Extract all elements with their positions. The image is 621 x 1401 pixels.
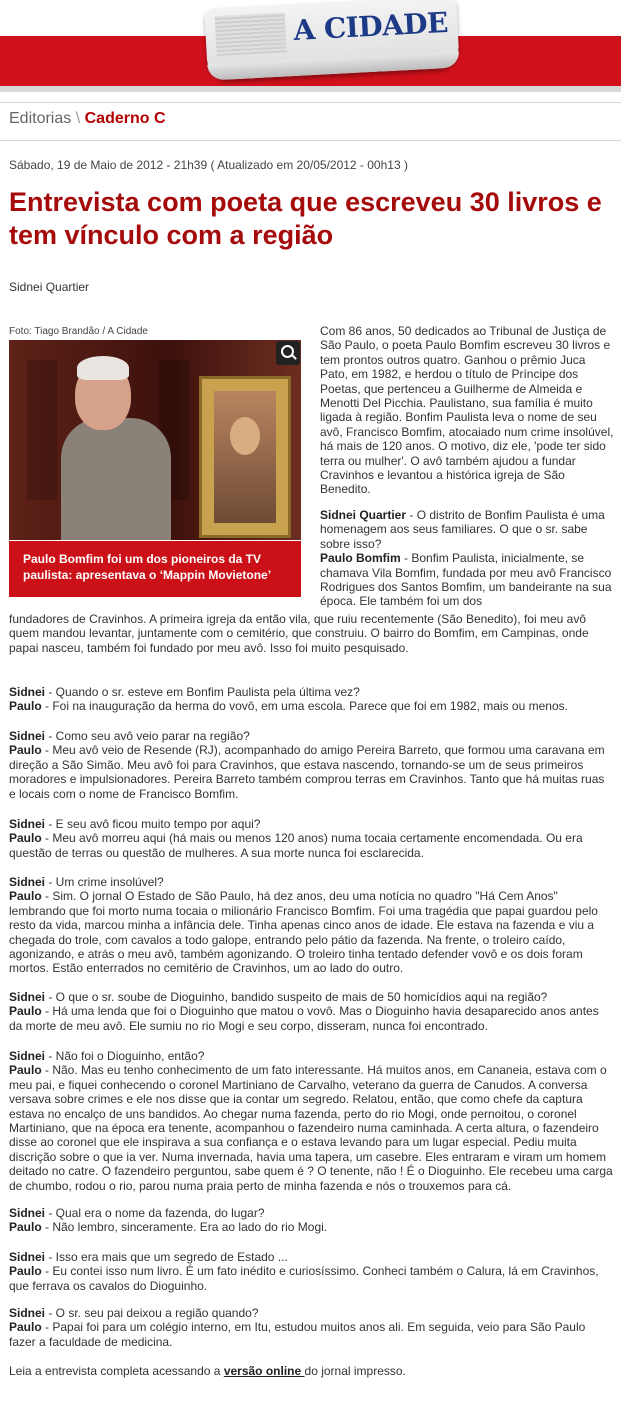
question-line bbox=[9, 817, 614, 831]
question-speaker: Sidnei bbox=[9, 1049, 46, 1063]
question-text: - Um crime insolúvel? bbox=[45, 875, 164, 889]
answer-text: - Eu contei isso num livro. É um fato inédito e curiosíssimo. Conheci também o Calura, lá em Cravinhos, que ferrava os cavalos do Dioguinho. bbox=[9, 1264, 599, 1293]
qa-block bbox=[9, 1049, 614, 1193]
question-line bbox=[9, 1250, 614, 1264]
answer-line bbox=[9, 831, 614, 860]
answer-line bbox=[9, 1004, 614, 1033]
answer-speaker: Paulo bbox=[9, 831, 42, 846]
article-intro: Com 86 anos, 50 dedicados ao Tribunal de Justiça de São Paulo, o poeta Paulo Bomfim escreveu 30 livros e tem prontos outros quatro. Ganhou o prêmio Juca Pato, em 1982, e herdou o título de Príncipe dos Poetas, que pertenceu a Guilherme de Almeida e Menotti Del Picchia. Paulistano, sua família é muito ligada à região. Bonfim Paulista leva o nome de seu avô, Francisco Bomfim, atocaiado num crime insolúvel, há mais de 120 anos. O motivo, diz ele, 'pode ter sido terra ou mulher'. O avô também ajudou a fundar Cravinhos e levantou a histórica igreja de São Benedito. bbox=[320, 324, 614, 497]
answer-text: - Bonfim Paulista, inicialmente, se chamava Vila Bomfim, fundada por meu avô Francisco Rodrigues dos Santos Bomfim, um bandeirante na sua época. Ele também foi um dos bbox=[320, 551, 612, 609]
question-line bbox=[9, 875, 614, 889]
photo-man-body bbox=[61, 418, 171, 540]
answer-line bbox=[9, 1063, 614, 1193]
answer-text: - Sim. O jornal O Estado de São Paulo, há dez anos, deu uma notícia no quadro "Há Cem Anos" lembrando que foi morto numa tocaia o milionário Francisco Bomfim. Foi uma tragédia que papai guardou pelo resto da vida, marcou minha a infância dele. Tinha apenas cinco anos de idade. Ele estava na fazenda e viu a chegada do trole, com cavalos a todo galope, entrando pelo pátio da fazenda. Na frente, o troleiro caído, agonizando, e atrás o meu avô, também agonizando. O troleiro tinha tentado defender vovô e os dois foram mortos. Estão enterrados no cemitério de Cravinhos, um ao lado do outro. bbox=[9, 889, 598, 976]
answer-speaker: Paulo bbox=[9, 1220, 42, 1235]
answer-paragraph bbox=[320, 551, 614, 609]
divider bbox=[0, 140, 621, 141]
photo-portrait-frame bbox=[199, 376, 291, 538]
answer-text: - Não lembro, sinceramente. Era ao lado do rio Mogi. bbox=[41, 1220, 328, 1235]
question-paragraph bbox=[320, 508, 614, 551]
question-speaker: Sidnei bbox=[9, 729, 46, 743]
question-text: - O que o sr. soube de Dioguinho, bandido suspeito de mais de 50 homicídios aqui na região? bbox=[45, 990, 548, 1004]
question-text: - O sr. seu pai deixou a região quando? bbox=[45, 1306, 259, 1320]
question-text: - Como seu avô veio parar na região? bbox=[45, 729, 250, 743]
answer-text: - Há uma lenda que foi o Dioguinho que matou o vovô. Mas o Dioguinho havia desaparecido anos antes da morte de meu avô. Ele sumiu no rio Mogi e seu corpo, disseram, nunca foi encontrado. bbox=[9, 1004, 599, 1033]
photo-wall-panel bbox=[27, 360, 57, 500]
question-speaker: Sidnei bbox=[9, 990, 46, 1004]
question-text: - Isso era mais que um segredo de Estado ... bbox=[45, 1250, 288, 1264]
answer-speaker: Paulo bbox=[9, 1264, 42, 1279]
answer-speaker: Paulo bbox=[9, 699, 42, 714]
question-line bbox=[9, 1206, 614, 1220]
article-dateline: Sábado, 19 de Maio de 2012 - 21h39 ( Atualizado em 20/05/2012 - 00h13 ) bbox=[9, 158, 408, 172]
answer-speaker: Paulo bbox=[9, 743, 42, 758]
masthead bbox=[0, 0, 621, 92]
question-line bbox=[9, 990, 614, 1004]
question-speaker: Sidnei bbox=[9, 1206, 46, 1220]
question-line bbox=[9, 1306, 614, 1320]
qa-block bbox=[9, 817, 614, 860]
breadcrumb-separator: \ bbox=[75, 110, 81, 127]
breadcrumb bbox=[9, 110, 166, 128]
qa-block bbox=[9, 1206, 614, 1235]
article-body-continuation bbox=[9, 612, 614, 655]
qa-block bbox=[9, 729, 614, 801]
question-speaker: Sidnei bbox=[9, 685, 46, 699]
answer-line bbox=[9, 699, 614, 713]
read-more-prefix: Leia a entrevista completa acessando a bbox=[9, 1364, 224, 1378]
question-text: - E seu avô ficou muito tempo por aqui? bbox=[45, 817, 261, 831]
zoom-icon[interactable] bbox=[276, 341, 300, 365]
question-line bbox=[9, 1049, 614, 1063]
read-more-note bbox=[9, 1364, 406, 1378]
answer-speaker: Paulo Bomfim bbox=[320, 551, 401, 566]
newspaper-logo[interactable] bbox=[204, 0, 459, 81]
photo-caption-box bbox=[9, 541, 301, 597]
answer-line bbox=[9, 1264, 614, 1293]
breadcrumb-section[interactable]: Editorias bbox=[9, 110, 72, 127]
question-line bbox=[9, 729, 614, 743]
newspaper-print-lines bbox=[215, 12, 287, 56]
question-speaker: Sidnei bbox=[9, 875, 46, 889]
question-speaker: Sidnei bbox=[9, 1306, 46, 1320]
answer-speaker: Paulo bbox=[9, 1063, 42, 1078]
photo-man-hair bbox=[77, 356, 129, 380]
question-text: - Não foi o Dioguinho, então? bbox=[45, 1049, 205, 1063]
qa-block bbox=[9, 685, 614, 714]
answer-speaker: Paulo bbox=[9, 889, 42, 904]
zoom-handle bbox=[291, 354, 297, 360]
answer-line bbox=[9, 889, 614, 975]
answer-line bbox=[9, 743, 614, 801]
article-headline: Entrevista com poeta que escreveu 30 livros e tem vínculo com a região bbox=[9, 187, 602, 250]
question-text: - O distrito de Bonfim Paulista é uma homenagem aos seus familiares. O que o sr. sabe sobre isso? bbox=[320, 507, 605, 551]
answer-text: - Meu avô morreu aqui (há mais ou menos 120 anos) numa tocaia certamente encomendada. Ou era questão de terras ou questão de mulheres. A sua morte nunca foi esclarecida. bbox=[9, 831, 583, 860]
question-line bbox=[9, 685, 614, 699]
question-text: - Qual era o nome da fazenda, do lugar? bbox=[45, 1206, 265, 1220]
article-photo[interactable] bbox=[9, 340, 301, 540]
online-version-link[interactable]: versão online bbox=[223, 1364, 305, 1378]
answer-speaker: Paulo bbox=[9, 1004, 42, 1019]
photo-portrait bbox=[214, 391, 276, 523]
answer-text: - Papai foi para um colégio interno, em Itu, estudou muitos anos ali. Em seguida, veio para São Paulo fazer a faculdade de medicina. bbox=[9, 1320, 586, 1349]
masthead-shadow bbox=[0, 86, 621, 92]
question-speaker: Sidnei bbox=[9, 1250, 46, 1264]
question-text: - Quando o sr. esteve em Bonfim Paulista pela última vez? bbox=[45, 685, 360, 699]
qa-block bbox=[9, 990, 614, 1033]
photo-credit: Foto: Tiago Brandão / A Cidade bbox=[9, 326, 148, 337]
answer-line bbox=[9, 1320, 614, 1349]
answer-continuation: fundadores de Cravinhos. A primeira igreja da então vila, que ruiu recentemente (São Benedito), foi meu avô quem mandou levantar, juntamente com o cemitério, que construiu. O bairro do Bomfim, em Campinas, onde papai nasceu, também foi fundado por meu avô. Isso foi muito pesquisado. bbox=[9, 612, 589, 655]
question-speaker: Sidnei bbox=[9, 817, 46, 831]
answer-speaker: Paulo bbox=[9, 1320, 42, 1335]
read-more-suffix: do jornal impresso. bbox=[304, 1364, 406, 1378]
photo-portrait-face bbox=[230, 417, 260, 455]
answer-text: - Não. Mas eu tenho conhecimento de um fato interessante. Há muitos anos, em Cananeia, estava com o meu pai, e fiquei conhecendo o coronel Martiniano de Carvalho, veterano da guerra de Canudos. A conversa versava sobre crimes e ele nos disse que ia contar um segredo. Relatou, então, que como chefe da captura estava no encalço de uns bandidos. Ao chegar numa fazenda, perto do rio Mogi, onde pernoitou, o coronel Martiniano, que na época era tenente, acompanhou o fazendeiro numa caminhada. A certa altura, o fazendeiro disse ao coronel que ele inspirava a sua confiança e o estava levando para um lugar especial. Pediu muita discrição sobre o que ia ver. Numa invernada, havia uma tapera, um casebre. Eles entraram e viram um homem deitado no catre. O fazendeiro perguntou, sabe quem é ? O tenente, não ! É o Dioguinho. Ele recebeu uma carga de chumbo, rodou o rio, parou numa praia perto de minha fazenda e nós o trouxemos para cá. bbox=[9, 1063, 613, 1193]
qa-block bbox=[9, 875, 614, 976]
answer-text: - Meu avô veio de Resende (RJ), acompanhado do amigo Pereira Barreto, que formou uma caravana em direção a São Simão. Meu avô foi para Cravinhos, que estava nascendo, tornando-se um de seus primeiros moradores e impulsionadores. Pereira Barreto também comprou terras em Cravinhos. Tanto que há muitas ruas e locais com o nome de Francisco Bomfim. bbox=[9, 743, 605, 801]
article-author: Sidnei Quartier bbox=[9, 280, 90, 294]
answer-text: - Foi na inauguração da herma do vovô, em uma escola. Parece que foi em 1982, mais ou menos. bbox=[41, 699, 568, 714]
article-body-column bbox=[320, 324, 614, 609]
breadcrumb-current[interactable]: Caderno C bbox=[84, 110, 166, 127]
qa-block bbox=[9, 1306, 614, 1349]
question-speaker: Sidnei Quartier bbox=[320, 507, 407, 522]
photo-caption: Paulo Bomfim foi um dos pioneiros da TV paulista: apresentava o ‘Mappin Movietone’ bbox=[23, 552, 272, 582]
logo-title: A CIDADE bbox=[292, 5, 449, 47]
qa-block bbox=[9, 1250, 614, 1293]
divider bbox=[0, 102, 621, 103]
answer-line bbox=[9, 1220, 614, 1234]
